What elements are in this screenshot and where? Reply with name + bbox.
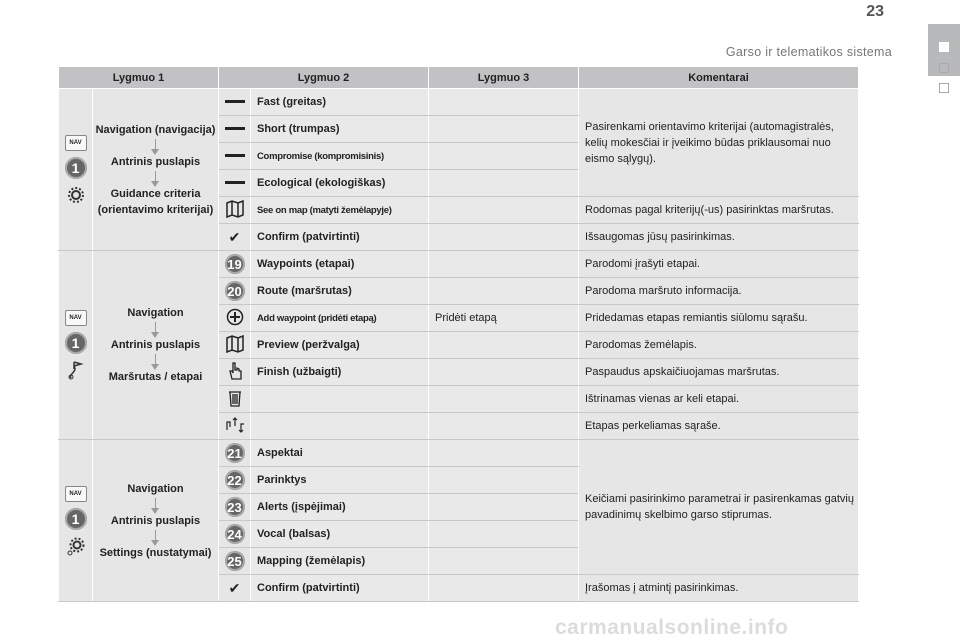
option-label: [251, 413, 429, 440]
trash-icon: [224, 388, 246, 408]
option-label: Add waypoint (pridėti etapą): [251, 305, 429, 332]
nav-button-icon: NAV: [65, 486, 87, 502]
header-level2: Lygmuo 2: [219, 67, 429, 89]
level3-cell: [429, 332, 579, 359]
arrow-down-icon: [155, 498, 156, 512]
level3-cell: [429, 413, 579, 440]
level3-cell: [429, 197, 579, 224]
nav-button-icon: NAV: [65, 135, 87, 151]
comment-cell: Parodomas žemėlapis.: [579, 332, 859, 359]
level2-path: [93, 440, 219, 602]
settings-gear-icon: [66, 536, 86, 556]
level1-cell: [59, 440, 93, 602]
map-icon: [224, 199, 246, 219]
step-badge: 22: [225, 470, 245, 490]
level2-path: [93, 89, 219, 251]
step-badge: 1: [65, 157, 87, 179]
level3-cell: Pridėti etapą: [429, 305, 579, 332]
step-badge: 1: [65, 332, 87, 354]
level2-path: [93, 251, 219, 440]
arrow-down-icon: [155, 322, 156, 336]
dash-icon: [224, 119, 246, 139]
level2-title: Navigation: [127, 482, 184, 495]
option-label: Preview (peržvalga): [251, 332, 429, 359]
step-badge: 20: [225, 281, 245, 301]
plus-icon: [224, 307, 246, 327]
step-badge: 19: [225, 254, 245, 274]
option-label: Parinktys: [251, 467, 429, 494]
option-label: Confirm (patvirtinti): [251, 224, 429, 251]
level3-cell: [429, 278, 579, 305]
option-label: Short (trumpas): [251, 116, 429, 143]
level3-cell: [429, 521, 579, 548]
level3-cell: [429, 548, 579, 575]
watermark: carmanualsonline.info: [555, 616, 789, 639]
level2-sub: Antrinis puslapis: [110, 514, 201, 527]
option-label: Aspektai: [251, 440, 429, 467]
option-label: [251, 386, 429, 413]
option-label: Fast (greitas): [251, 89, 429, 116]
tab-square-filled: [939, 42, 949, 52]
level3-cell: [429, 251, 579, 278]
dash-icon: [224, 173, 246, 193]
settings-gear-icon: [66, 185, 86, 205]
step-badge: 23: [225, 497, 245, 517]
level3-cell: [429, 440, 579, 467]
option-label: Confirm (patvirtinti): [251, 575, 429, 602]
option-label: Compromise (kompromisinis): [251, 143, 429, 170]
level2-item: Guidance criteria (orientavimo kriterijai): [97, 187, 214, 216]
comment-cell: Parodomi įrašyti etapai.: [579, 251, 859, 278]
nav-button-icon: NAV: [65, 310, 87, 326]
level2-item: Maršrutas / etapai: [108, 371, 203, 383]
level3-cell: [429, 575, 579, 602]
page-number: 23: [866, 3, 884, 20]
level3-cell: [429, 224, 579, 251]
page-title: Garso ir telematikos sistema: [725, 45, 892, 59]
level1-cell: [59, 251, 93, 440]
option-label: See on map (matyti žemėlapyje): [251, 197, 429, 224]
level1-cell: [59, 89, 93, 251]
check-icon: ✔: [228, 228, 241, 245]
header-level1: Lygmuo 1: [59, 67, 219, 89]
option-label: Finish (užbaigti): [251, 359, 429, 386]
arrow-down-icon: [155, 530, 156, 544]
level2-sub: Antrinis puslapis: [110, 155, 201, 168]
comment-cell: Paspaudus apskaičiuojamas maršrutas.: [579, 359, 859, 386]
level2-title: Navigation (navigacija): [95, 123, 216, 136]
level2-title: Navigation: [127, 307, 184, 319]
comment-cell: Išsaugomas jūsų pasirinkimas.: [579, 224, 859, 251]
step-badge: 25: [225, 551, 245, 571]
menu-table: [58, 66, 859, 602]
level3-cell: [429, 467, 579, 494]
level3-cell: [429, 386, 579, 413]
option-label: Route (maršrutas): [251, 278, 429, 305]
tab-square-outline: [939, 83, 949, 93]
option-label: Ecological (ekologiškas): [251, 170, 429, 197]
comment-cell: Įrašomas į atmintį pasirinkimas.: [579, 575, 859, 602]
level2-item: Settings (nustatymai): [99, 546, 212, 559]
option-label: Mapping (žemėlapis): [251, 548, 429, 575]
comment-cell: Etapas perkeliamas sąraše.: [579, 413, 859, 440]
check-icon: ✔: [228, 579, 241, 596]
arrow-down-icon: [155, 139, 156, 153]
comment-cell: Ištrinamas vienas ar keli etapai.: [579, 386, 859, 413]
step-badge: 24: [225, 524, 245, 544]
comment-cell: Pridedamas etapas remiantis siūlomu sąrašu.: [579, 305, 859, 332]
step-badge: 1: [65, 508, 87, 530]
comment-cell: Parodoma maršruto informacija.: [579, 278, 859, 305]
option-label: Waypoints (etapai): [251, 251, 429, 278]
arrow-down-icon: [155, 171, 156, 185]
comment-cell: Keičiami pasirinkimo parametrai ir pasirenkamas gatvių pavadinimų skelbimo garso stiprumas.: [579, 440, 859, 575]
option-label: Vocal (balsas): [251, 521, 429, 548]
step-badge: 21: [225, 443, 245, 463]
route-flag-icon: [66, 360, 86, 380]
option-label: Alerts (įspėjimai): [251, 494, 429, 521]
level2-sub: Antrinis puslapis: [110, 339, 201, 351]
comment-cell: Pasirenkami orientavimo kriterijai (automagistralės, kelių mokesčiai ir įveikimo būdas priklausomai nuo eismo sąlygų).: [579, 89, 859, 197]
header-level3: Lygmuo 3: [429, 67, 579, 89]
hand-icon: [224, 361, 246, 381]
level3-cell: [429, 170, 579, 197]
level3-cell: [429, 143, 579, 170]
level3-cell: [429, 494, 579, 521]
header-comments: Komentarai: [579, 67, 859, 89]
tab-square-outline: [939, 63, 949, 73]
move-icon: [224, 415, 246, 435]
level3-cell: [429, 89, 579, 116]
level3-cell: [429, 116, 579, 143]
comment-cell: Rodomas pagal kriterijų(-us) pasirinktas maršrutas.: [579, 197, 859, 224]
dash-icon: [224, 146, 246, 166]
level3-cell: [429, 359, 579, 386]
map-icon: [224, 334, 246, 354]
dash-icon: [224, 92, 246, 112]
arrow-down-icon: [155, 354, 156, 368]
